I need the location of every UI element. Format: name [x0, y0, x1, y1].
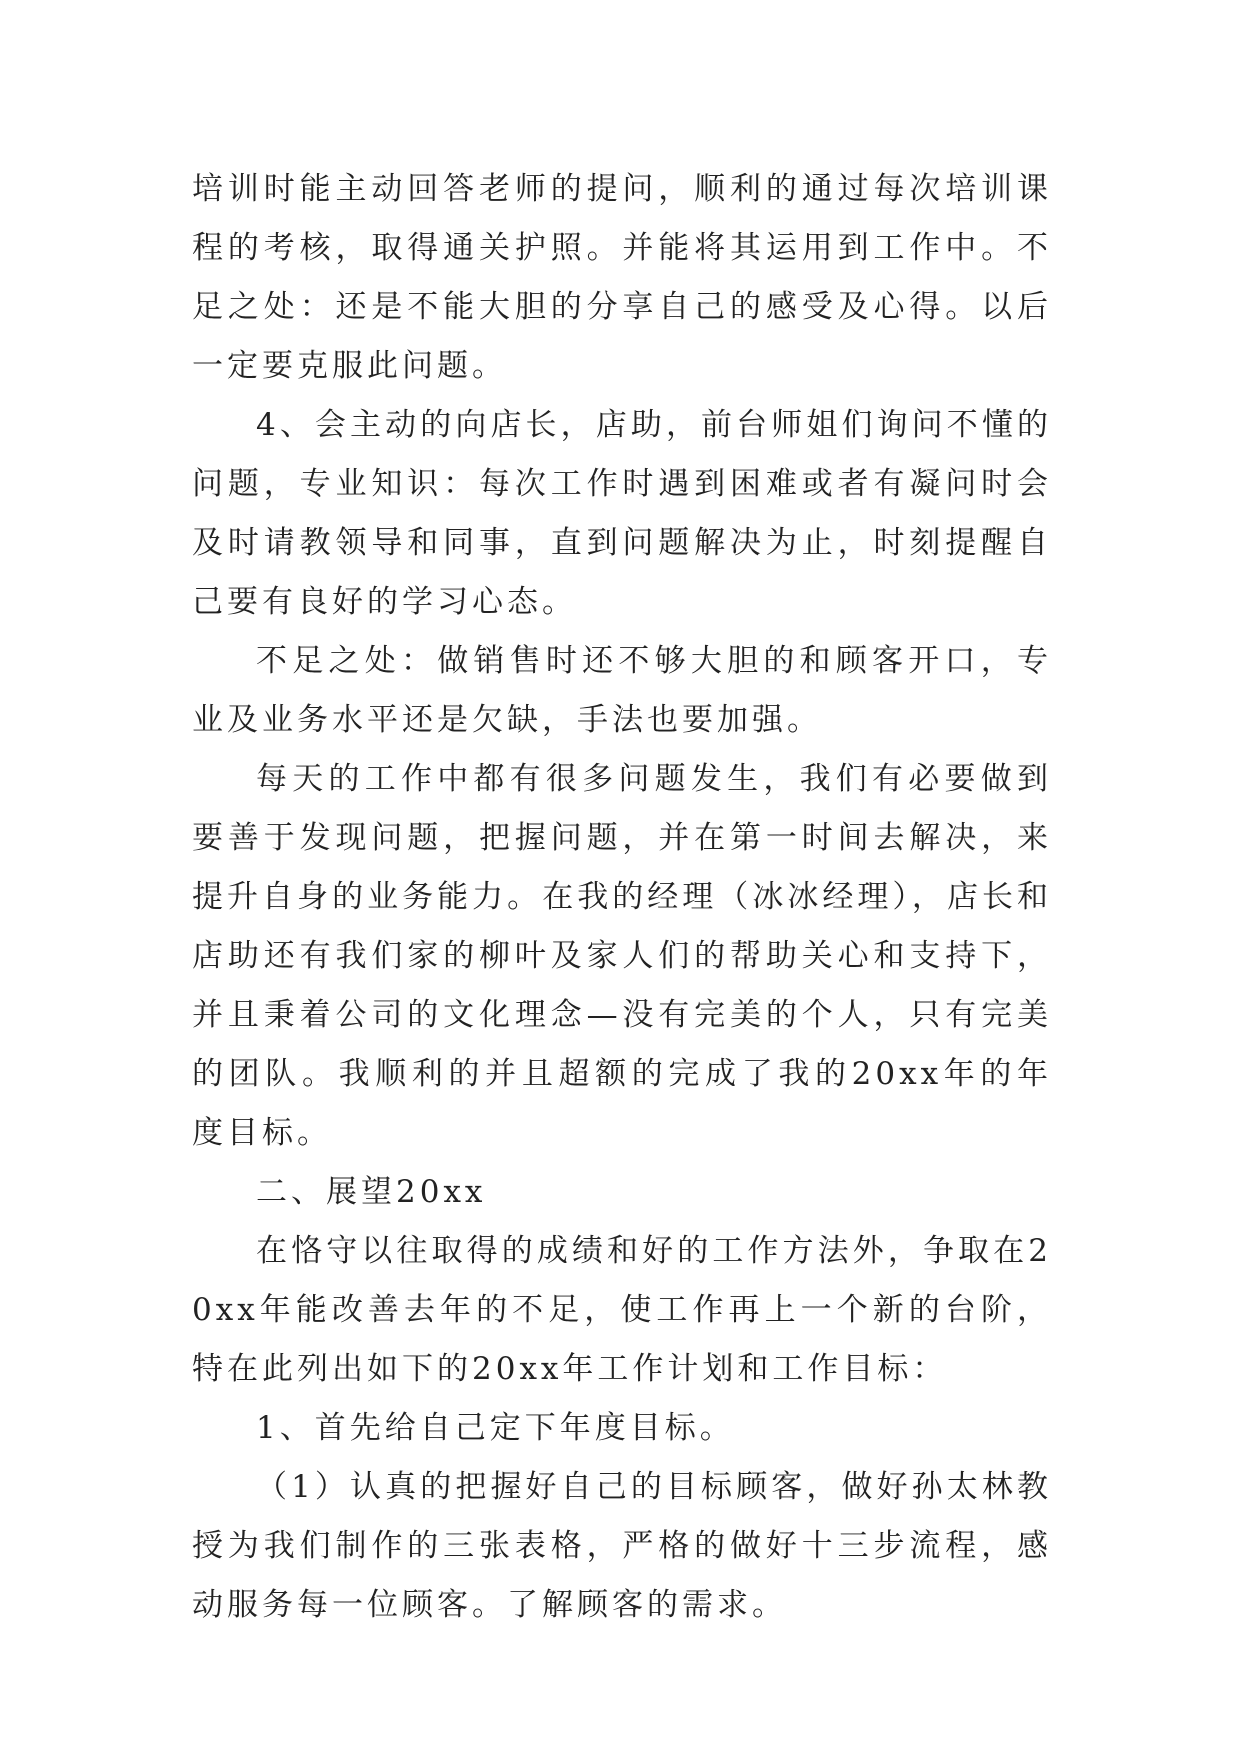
- paragraph-3: 不足之处：做销售时还不够大胆的和顾客开口，专业及业务水平还是欠缺，手法也要加强。: [192, 643, 1052, 738]
- paragraph-1: 培训时能主动回答老师的提问，顺利的通过每次培训课程的考核，取得通关护照。并能将其运用到工作中。不足之处：还是不能大胆的分享自己的感受及心得。以后一定要克服此问题。: [192, 171, 1052, 384]
- paragraph-4: 每天的工作中都有很多问题发生，我们有必要做到要善于发现问题，把握问题，并在第一时间去解决，来提升自身的业务能力。在我的经理（冰冰经理），店长和店助还有我们家的柳叶及家人们的帮助关心和支持下，并且秉着公司的文化理念—没有完美的个人，只有完美的团队。我顺利的并且超额的完成了我的20xx年的年度目标。: [192, 761, 1052, 1151]
- paragraph-8: （1）认真的把握好自己的目标顾客，做好孙太林教授为我们制作的三张表格，严格的做好十三步流程，感动服务每一位顾客。了解顾客的需求。: [192, 1469, 1052, 1623]
- paragraph-6: 在恪守以往取得的成绩和好的工作方法外，争取在20xx年能改善去年的不足，使工作再上一个新的台阶，特在此列出如下的20xx年工作计划和工作目标：: [192, 1233, 1052, 1387]
- paragraph-7: 1、首先给自己定下年度目标。: [256, 1410, 735, 1446]
- section-heading-outlook: 二、展望20xx: [256, 1174, 487, 1210]
- document-body: [192, 160, 1052, 1635]
- paragraph-2: 4、会主动的向店长，店助，前台师姐们询问不懂的问题，专业知识：每次工作时遇到困难或者有凝问时会及时请教领导和同事，直到问题解决为止，时刻提醒自己要有良好的学习心态。: [192, 407, 1052, 620]
